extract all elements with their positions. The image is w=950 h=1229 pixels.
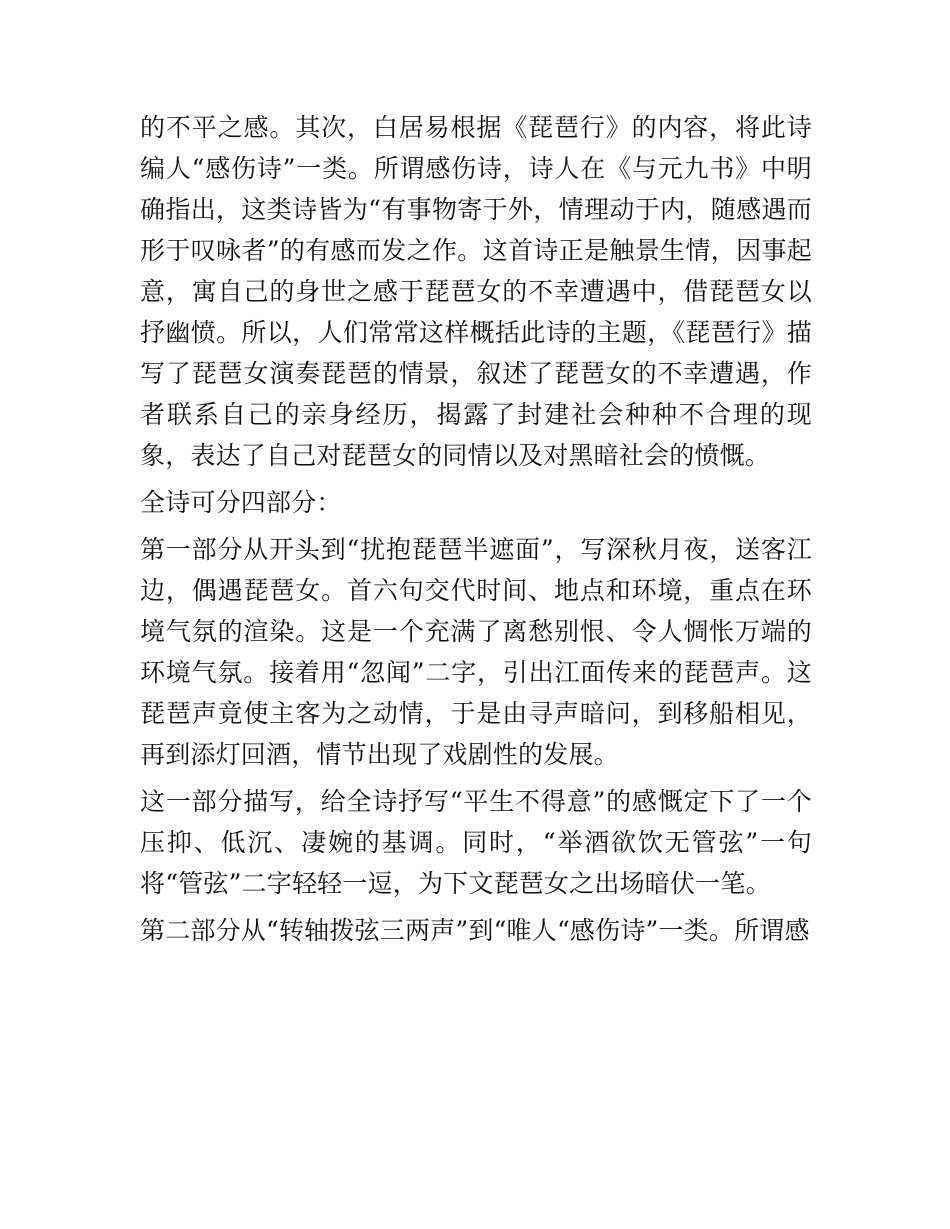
document-body: [140, 107, 812, 957]
paragraph-2: 全诗可分四部分：: [140, 488, 342, 517]
paragraph-4: 这一部分描写，给全诗抒写“平生不得意”的感慨定下了一个压抑、低沉、凄婉的基调。同时，“举酒欲饮无管弦”一句将“管弦”二字轻轻一逗，为下文琵琶女之出场暗伏一笔。: [140, 787, 812, 898]
paragraph-1: 的不平之感。其次，白居易根据《琵琶行》的内容，将此诗编人“感伤诗”一类。所谓感伤诗，诗人在《与元九书》中明确指出，这类诗皆为“有事物寄于外，情理动于内，随感遇而形于叹咏者”的有感而发之作。这首诗正是触景生情，因事起意，寓自己的身世之感于琵琶女的不幸遭遇中，借琵琶女以抒幽愤。所以，人们常常这样概括此诗的主题，《琵琶行》描写了琵琶女演奏琵琶的情景，叙述了琵琶女的不幸遭遇，作者联系自己的亲身经历，揭露了封建社会种种不合理的现象，表达了自己对琵琶女的同情以及对黑暗社会的愤慨。: [140, 113, 812, 470]
paragraph-3: 第一部分从开头到“扰抱琵琶半遮面”，写深秋月夜，送客江边，偶遇琵琶女。首六句交代时间、地点和环境，重点在环境气氛的渲染。这是一个充满了离愁别恨、令人惆怅万端的环境气氛。接着用“忽闻”二字，引出江面传来的琵琶声。这琵琶声竟使主客为之动情，于是由寻声暗问，到移船相见，再到添灯回酒，情节出现了戏剧性的发展。: [140, 535, 812, 769]
paragraph-5: 第二部分从“转轴拨弦三两声”到“唯人“感伤诗”一类。所谓感: [140, 916, 810, 945]
